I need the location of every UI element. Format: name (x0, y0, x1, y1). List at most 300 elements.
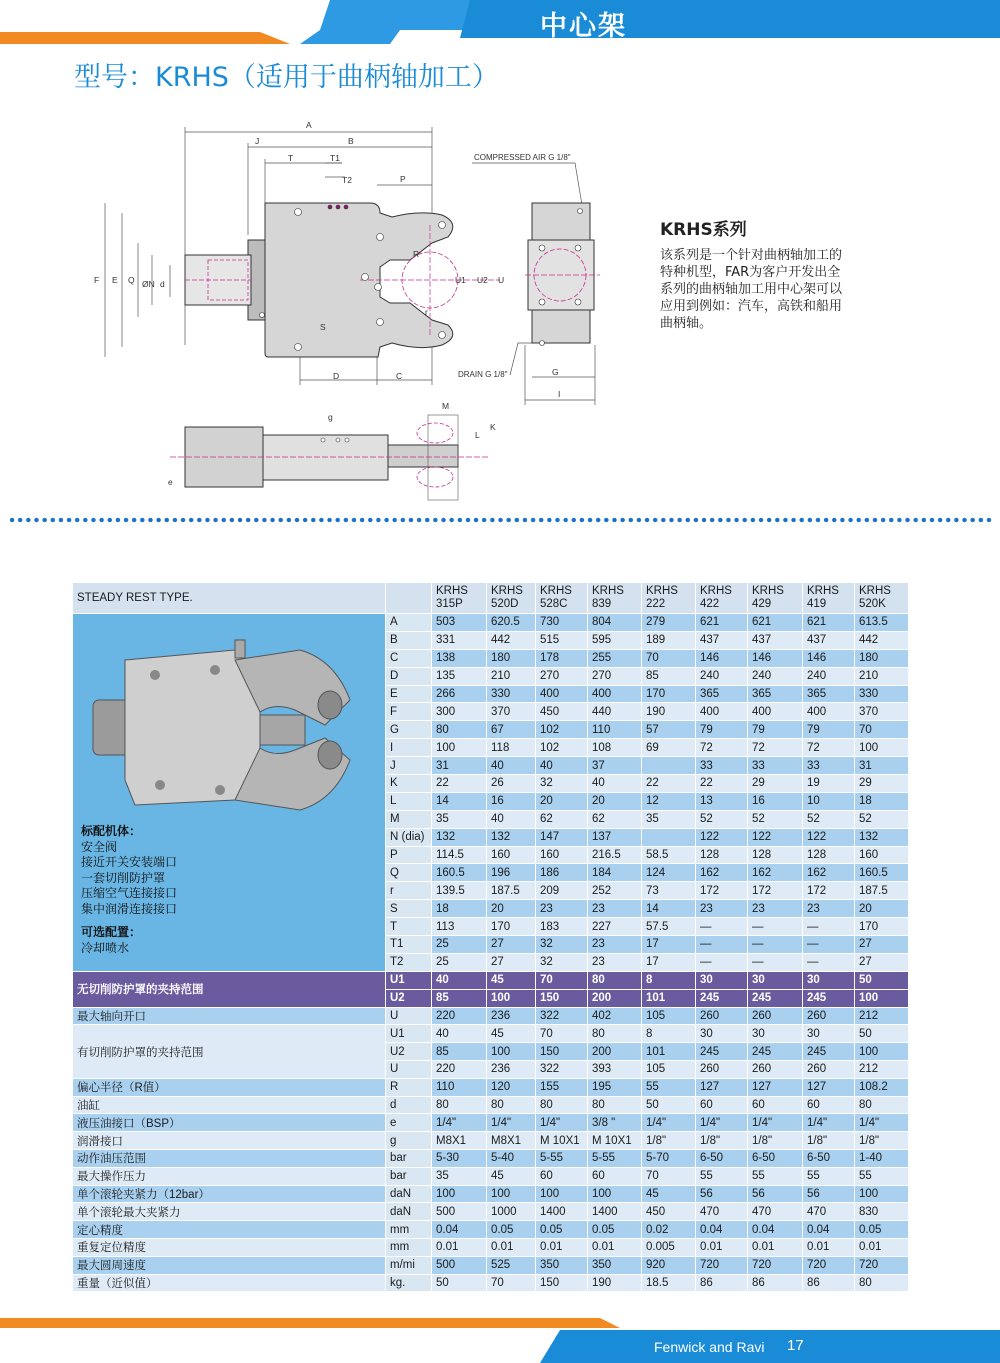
value-cell: 1/8" (803, 1132, 855, 1150)
value-cell: 50 (432, 1274, 487, 1292)
value-cell: 20 (588, 792, 642, 810)
value-cell: 86 (803, 1274, 855, 1292)
value-cell: 5-70 (642, 1149, 696, 1167)
value-cell: 613.5 (855, 614, 909, 632)
table-row (73, 1256, 909, 1274)
value-cell: 80 (536, 1096, 588, 1114)
value-cell: 621 (803, 614, 855, 632)
value-cell: 260 (803, 1007, 855, 1025)
value-cell: 5-30 (432, 1149, 487, 1167)
value-cell: 55 (696, 1167, 748, 1185)
value-cell: 127 (696, 1078, 748, 1096)
value-cell: 0.05 (487, 1221, 536, 1239)
value-cell: 1/4" (432, 1114, 487, 1132)
dimension-code-cell: N (dia) (386, 828, 432, 846)
feature-list (81, 824, 177, 956)
dimension-code-cell: T (386, 918, 432, 936)
value-cell: 50 (855, 1025, 909, 1043)
value-cell: — (803, 953, 855, 971)
value-cell: 31 (855, 757, 909, 775)
value-cell: 33 (696, 757, 748, 775)
dimension-code-cell: L (386, 792, 432, 810)
value-cell: 720 (696, 1256, 748, 1274)
value-cell: — (748, 953, 803, 971)
value-cell: 1-40 (855, 1149, 909, 1167)
value-cell: 0.05 (855, 1221, 909, 1239)
value-cell: 0.01 (536, 1238, 588, 1256)
value-cell: 147 (536, 828, 588, 846)
value-cell: 55 (748, 1167, 803, 1185)
value-cell: 442 (487, 631, 536, 649)
value-cell: 79 (803, 721, 855, 739)
value-cell: 128 (803, 846, 855, 864)
value-cell: 127 (748, 1078, 803, 1096)
value-cell: 100 (432, 739, 487, 757)
value-cell: 22 (432, 775, 487, 793)
value-cell: 190 (642, 703, 696, 721)
value-cell: 0.01 (588, 1238, 642, 1256)
svg-text:K: K (490, 422, 496, 432)
value-cell: 245 (748, 1043, 803, 1061)
value-cell: 1400 (588, 1203, 642, 1221)
value-cell: 56 (803, 1185, 855, 1203)
value-cell: 6-50 (696, 1149, 748, 1167)
value-cell: 60 (588, 1167, 642, 1185)
value-cell: 180 (855, 649, 909, 667)
value-cell: 27 (855, 953, 909, 971)
value-cell: 440 (588, 703, 642, 721)
value-cell: 400 (803, 703, 855, 721)
dimension-code-cell: S (386, 900, 432, 918)
value-cell: 220 (432, 1060, 487, 1078)
value-cell: 23 (588, 900, 642, 918)
dimension-code-cell: K (386, 775, 432, 793)
value-cell: 830 (855, 1203, 909, 1221)
svg-text:R: R (413, 249, 420, 259)
value-cell: 139.5 (432, 882, 487, 900)
value-cell: 170 (487, 918, 536, 936)
dimension-code-cell: I (386, 739, 432, 757)
svg-text:G: G (552, 367, 559, 377)
value-cell: 132 (855, 828, 909, 846)
value-cell: 503 (432, 614, 487, 632)
svg-text:T: T (288, 153, 294, 163)
value-cell: 32 (536, 775, 588, 793)
value-cell: 80 (432, 1096, 487, 1114)
svg-text:L: L (475, 430, 480, 440)
row-label-cell: 偏心半径（R值） (73, 1078, 386, 1096)
dimension-code-cell: M (386, 810, 432, 828)
value-cell: 186 (536, 864, 588, 882)
value-cell: 1000 (487, 1203, 536, 1221)
value-cell: 138 (432, 649, 487, 667)
value-cell: 0.01 (803, 1238, 855, 1256)
value-cell: 52 (748, 810, 803, 828)
table-row (73, 1221, 909, 1239)
value-cell: 23 (588, 953, 642, 971)
value-cell: 595 (588, 631, 642, 649)
value-cell: 350 (588, 1256, 642, 1274)
compressed-air-label: COMPRESSED AIR G 1/8" (474, 153, 571, 162)
value-cell: 50 (855, 972, 909, 990)
value-cell: 70 (536, 972, 588, 990)
row-label-cell: 最大轴向开口 (73, 1007, 386, 1025)
value-cell: 160.5 (855, 864, 909, 882)
value-cell: 45 (487, 1167, 536, 1185)
value-cell: 100 (487, 989, 536, 1007)
value-cell: 52 (855, 810, 909, 828)
value-cell: 40 (432, 1025, 487, 1043)
value-cell: 150 (536, 989, 588, 1007)
page-number: 17 (787, 1337, 804, 1354)
value-cell: 442 (855, 631, 909, 649)
value-cell: 209 (536, 882, 588, 900)
value-cell: 128 (696, 846, 748, 864)
row-label-cell: 油缸 (73, 1096, 386, 1114)
dimension-code-cell: P (386, 846, 432, 864)
value-cell: 1/4" (487, 1114, 536, 1132)
svg-text:A: A (306, 120, 312, 130)
value-cell: — (803, 936, 855, 954)
value-cell: 260 (748, 1007, 803, 1025)
value-cell: 13 (696, 792, 748, 810)
model-number: 422 (700, 598, 720, 610)
value-cell: — (696, 918, 748, 936)
value-cell: 26 (487, 775, 536, 793)
table-row (73, 1078, 909, 1096)
table-row (73, 1185, 909, 1203)
unit-cell: bar (386, 1149, 432, 1167)
value-cell: — (696, 936, 748, 954)
value-cell: 110 (432, 1078, 487, 1096)
value-cell: 45 (487, 972, 536, 990)
value-cell: 260 (803, 1060, 855, 1078)
value-cell: 35 (432, 810, 487, 828)
value-cell: 437 (748, 631, 803, 649)
value-cell: 322 (536, 1060, 588, 1078)
value-cell: 72 (748, 739, 803, 757)
footer-bar (0, 1318, 1000, 1363)
value-cell: 23 (696, 900, 748, 918)
model-number: 315P (436, 598, 463, 610)
model-title: 型号：KRHS（适用于曲柄轴加工） (74, 62, 499, 93)
spec-table (72, 582, 909, 1292)
value-cell: 6-50 (748, 1149, 803, 1167)
value-cell: 100 (855, 1185, 909, 1203)
dimension-code-cell: G (386, 721, 432, 739)
value-cell: 525 (487, 1256, 536, 1274)
value-cell: 113 (432, 918, 487, 936)
value-cell: 80 (588, 1096, 642, 1114)
dimension-code-cell: B (386, 631, 432, 649)
value-cell: 137 (588, 828, 642, 846)
model-number: 520K (859, 598, 886, 610)
value-cell: 17 (642, 936, 696, 954)
value-cell: 0.01 (696, 1238, 748, 1256)
value-cell: 1/4" (642, 1114, 696, 1132)
value-cell: 330 (487, 685, 536, 703)
value-cell: 23 (588, 936, 642, 954)
value-cell: 470 (803, 1203, 855, 1221)
svg-text:C: C (396, 371, 403, 381)
standard-item: 安全阀 (81, 839, 118, 854)
value-cell: 370 (487, 703, 536, 721)
value-cell: 730 (536, 614, 588, 632)
value-cell: 0.04 (748, 1221, 803, 1239)
value-cell: 32 (536, 953, 588, 971)
value-cell: 146 (696, 649, 748, 667)
product-photo-cell (73, 614, 386, 972)
value-cell: 236 (487, 1007, 536, 1025)
value-cell: 120 (487, 1078, 536, 1096)
value-cell: 18 (432, 900, 487, 918)
value-cell: 30 (748, 1025, 803, 1043)
value-cell: 122 (803, 828, 855, 846)
table-row (73, 1203, 909, 1221)
model-series: KRHS (646, 585, 678, 597)
value-cell: 60 (536, 1167, 588, 1185)
value-cell: 40 (432, 972, 487, 990)
dimension-code-cell: T2 (386, 953, 432, 971)
value-cell: 146 (748, 649, 803, 667)
value-cell: 0.04 (432, 1221, 487, 1239)
value-cell: 0.01 (432, 1238, 487, 1256)
value-cell: 100 (588, 1185, 642, 1203)
value-cell: 1/4" (803, 1114, 855, 1132)
value-cell: 79 (748, 721, 803, 739)
value-cell: 85 (432, 1043, 487, 1061)
type-label-cell: STEADY REST TYPE. (73, 583, 386, 614)
unit-cell: g (386, 1132, 432, 1150)
value-cell: 183 (536, 918, 588, 936)
row-label-cell: 润滑接口 (73, 1132, 386, 1150)
value-cell: 122 (696, 828, 748, 846)
model-header-cell (588, 583, 642, 614)
table-row (73, 1132, 909, 1150)
value-cell: 5-55 (588, 1149, 642, 1167)
value-cell: 184 (588, 864, 642, 882)
value-cell: 365 (696, 685, 748, 703)
row-label-cell: 有切削防护罩的夹持范围 (73, 1025, 386, 1078)
value-cell: 210 (487, 667, 536, 685)
value-cell: 8 (642, 972, 696, 990)
model-header-cell (855, 583, 909, 614)
series-title: KRHS系列 (660, 220, 747, 240)
value-cell: 37 (588, 757, 642, 775)
table-row (73, 1025, 909, 1043)
value-cell: 270 (588, 667, 642, 685)
value-cell: 1/4" (748, 1114, 803, 1132)
value-cell: 621 (696, 614, 748, 632)
svg-text:U1: U1 (455, 275, 466, 285)
value-cell: 29 (748, 775, 803, 793)
value-cell: 155 (536, 1078, 588, 1096)
value-cell: 20 (855, 900, 909, 918)
value-cell: 245 (803, 989, 855, 1007)
value-cell: 720 (803, 1256, 855, 1274)
value-cell: 100 (487, 1185, 536, 1203)
value-cell: 30 (803, 1025, 855, 1043)
value-cell: 146 (803, 649, 855, 667)
value-cell: 260 (696, 1007, 748, 1025)
table-row (73, 972, 909, 990)
value-cell (642, 757, 696, 775)
value-cell: 196 (487, 864, 536, 882)
model-number: 520D (491, 598, 519, 610)
value-cell: 55 (803, 1167, 855, 1185)
dimension-code-cell: T1 (386, 936, 432, 954)
value-cell: 114.5 (432, 846, 487, 864)
value-cell: 236 (487, 1060, 536, 1078)
table-row (73, 614, 909, 632)
svg-text:T1: T1 (330, 153, 340, 163)
svg-text:S: S (320, 322, 326, 332)
value-cell: 162 (696, 864, 748, 882)
value-cell: 470 (748, 1203, 803, 1221)
table-row (73, 1149, 909, 1167)
svg-text:U: U (498, 275, 505, 285)
value-cell: 365 (748, 685, 803, 703)
dimension-code-cell: U1 (386, 1025, 432, 1043)
value-cell: 3/8 " (588, 1114, 642, 1132)
value-cell: 720 (855, 1256, 909, 1274)
value-cell: 621 (748, 614, 803, 632)
value-cell: 20 (536, 792, 588, 810)
value-cell: 55 (855, 1167, 909, 1185)
value-cell: 30 (696, 972, 748, 990)
value-cell: 70 (855, 721, 909, 739)
svg-text:B: B (348, 136, 354, 146)
row-label-cell: 单个滚轮夹紧力（12bar） (73, 1185, 386, 1203)
unit-cell: mm (386, 1238, 432, 1256)
value-cell: 400 (588, 685, 642, 703)
value-cell: 252 (588, 882, 642, 900)
value-cell: 240 (748, 667, 803, 685)
table-row (73, 1274, 909, 1292)
value-cell: 0.005 (642, 1238, 696, 1256)
row-label-cell: 单个滚轮最大夹紧力 (73, 1203, 386, 1221)
model-series: KRHS (807, 585, 839, 597)
value-cell: 67 (487, 721, 536, 739)
value-cell: 172 (696, 882, 748, 900)
value-cell: 33 (803, 757, 855, 775)
svg-text:T2: T2 (342, 175, 352, 185)
value-cell: 220 (432, 1007, 487, 1025)
value-cell: 180 (487, 649, 536, 667)
value-cell: 0.05 (536, 1221, 588, 1239)
value-cell: 25 (432, 936, 487, 954)
header-bar (0, 0, 1000, 44)
model-header-cell (536, 583, 588, 614)
value-cell: 365 (803, 685, 855, 703)
svg-text:P: P (400, 174, 406, 184)
value-cell: 102 (536, 721, 588, 739)
table-row (73, 1096, 909, 1114)
value-cell: 12 (642, 792, 696, 810)
value-cell: 69 (642, 739, 696, 757)
value-cell: 150 (536, 1274, 588, 1292)
value-cell: 162 (803, 864, 855, 882)
value-cell: 260 (748, 1060, 803, 1078)
dimension-code-cell: J (386, 757, 432, 775)
unit-cell: R (386, 1078, 432, 1096)
value-cell: 102 (536, 739, 588, 757)
value-cell: 720 (748, 1256, 803, 1274)
value-cell: 70 (642, 1167, 696, 1185)
svg-text:d: d (160, 279, 165, 289)
unit-cell: mm (386, 1221, 432, 1239)
dimension-code-cell: U2 (386, 1043, 432, 1061)
svg-text:J: J (255, 136, 260, 146)
value-cell: 101 (642, 989, 696, 1007)
value-cell: 500 (432, 1256, 487, 1274)
value-cell: 1/8" (642, 1132, 696, 1150)
optional-title: 可选配置： (81, 925, 142, 939)
steady-rest-photo (85, 620, 365, 820)
value-cell: 86 (696, 1274, 748, 1292)
svg-text:e: e (168, 477, 173, 487)
value-cell: 23 (536, 900, 588, 918)
svg-text:F: F (94, 275, 100, 285)
table-row (73, 1114, 909, 1132)
value-cell: 108.2 (855, 1078, 909, 1096)
value-cell: 216.5 (588, 846, 642, 864)
value-cell: 122 (748, 828, 803, 846)
value-cell: 72 (696, 739, 748, 757)
value-cell: 27 (487, 953, 536, 971)
value-cell: 57.5 (642, 918, 696, 936)
value-cell: 101 (642, 1043, 696, 1061)
value-cell: 45 (642, 1185, 696, 1203)
value-cell: 1/8" (748, 1132, 803, 1150)
value-cell: 108 (588, 739, 642, 757)
row-label-cell: 最大操作压力 (73, 1167, 386, 1185)
unit-cell: kg. (386, 1274, 432, 1292)
value-cell: 85 (432, 989, 487, 1007)
dimension-code-cell: D (386, 667, 432, 685)
value-cell: 22 (642, 775, 696, 793)
value-cell: 5-55 (536, 1149, 588, 1167)
value-cell: 1/4" (696, 1114, 748, 1132)
model-series: KRHS (491, 585, 523, 597)
value-cell: 160 (536, 846, 588, 864)
value-cell: 437 (696, 631, 748, 649)
value-cell: 187.5 (487, 882, 536, 900)
value-cell: 393 (588, 1060, 642, 1078)
row-label-cell: 最大圆周速度 (73, 1256, 386, 1274)
value-cell: 1/8" (696, 1132, 748, 1150)
dimension-code-cell: C (386, 649, 432, 667)
row-label-cell: 重复定位精度 (73, 1238, 386, 1256)
value-cell: 470 (696, 1203, 748, 1221)
value-cell: 100 (855, 989, 909, 1007)
optional-item: 冷却喷水 (81, 940, 130, 955)
value-cell: 500 (432, 1203, 487, 1221)
value-cell: 62 (536, 810, 588, 828)
svg-text:U2: U2 (477, 275, 488, 285)
table-header-row (73, 583, 909, 614)
value-cell: 8 (642, 1025, 696, 1043)
value-cell: 110 (588, 721, 642, 739)
value-cell: 402 (588, 1007, 642, 1025)
value-cell: 210 (855, 667, 909, 685)
value-cell: 22 (696, 775, 748, 793)
value-cell: 150 (536, 1043, 588, 1061)
section-title: 中心架 (540, 11, 627, 42)
svg-text:I: I (558, 389, 561, 399)
value-cell: 1/4" (855, 1114, 909, 1132)
value-cell: 18 (855, 792, 909, 810)
